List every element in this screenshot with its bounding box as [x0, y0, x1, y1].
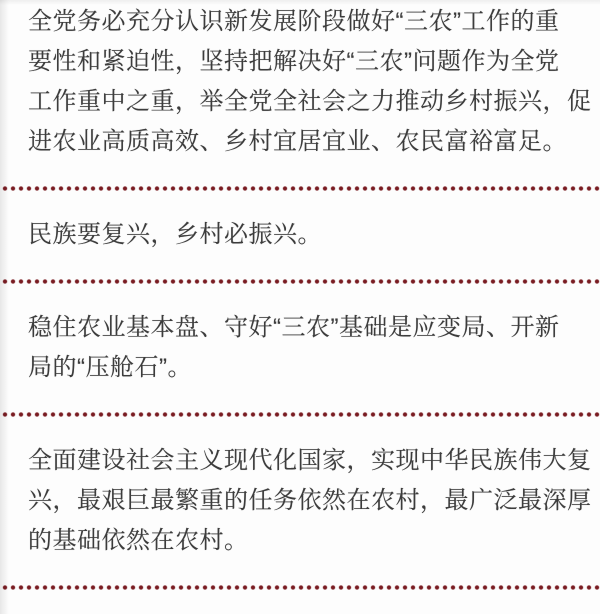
dotted-divider	[0, 412, 600, 417]
quote-line: 全党务必充分认识新发展阶段做好“三农”工作的重	[28, 8, 560, 35]
quote-paragraph-3	[0, 308, 600, 388]
dotted-divider	[0, 279, 600, 284]
quote-line: 兴，最艰巨最繁重的任务依然在农村，最广泛最深厚	[28, 487, 592, 514]
quote-line: 进农业高质高效、乡村宜居宜业、农民富裕富足。	[28, 128, 567, 155]
quote-line: 的基础依然在农村。	[28, 527, 249, 554]
quote-line: 工作重中之重，举全党全社会之力推动乡村振兴，促	[28, 88, 592, 115]
quote-line: 稳住农业基本盘、守好“三农”基础是应变局、开新	[28, 314, 560, 341]
quote-line: 要性和紧迫性，坚持把解决好“三农”问题作为全党	[28, 48, 560, 75]
dotted-divider	[0, 585, 600, 590]
quote-line: 全面建设社会主义现代化国家，实现中华民族伟大复	[28, 447, 592, 474]
quote-paragraph-1	[0, 0, 600, 162]
quote-line: 民族要复兴，乡村必振兴。	[28, 221, 322, 248]
quote-line: 局的“压舱石”。	[28, 354, 192, 381]
dotted-divider	[0, 186, 600, 191]
quote-paragraph-4	[0, 441, 600, 561]
quote-paragraph-2	[0, 215, 600, 255]
